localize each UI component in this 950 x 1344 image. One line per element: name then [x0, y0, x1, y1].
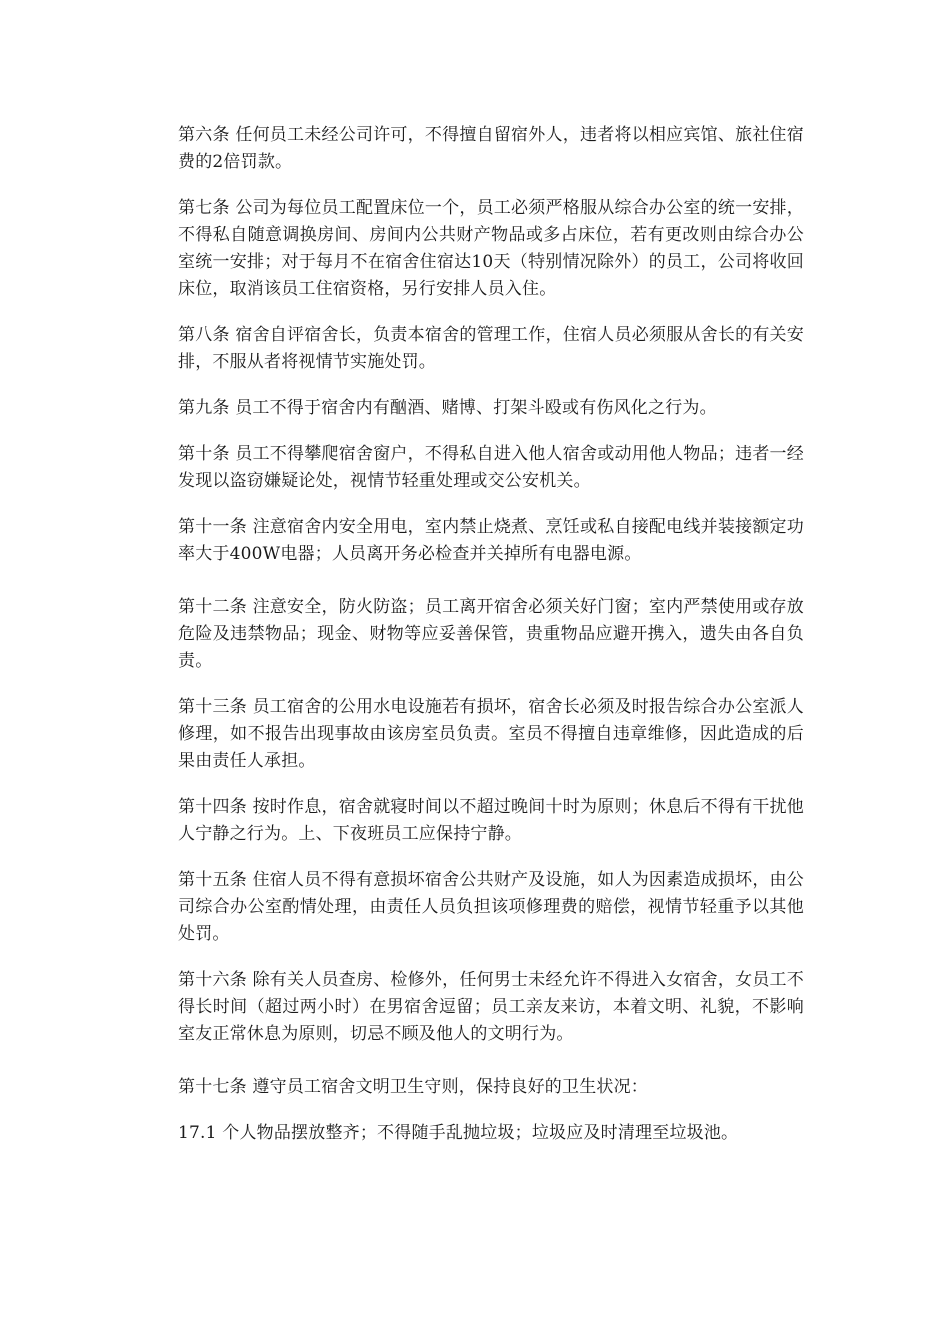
article-17: 第十七条 遵守员工宿舍文明卫生守则，保持良好的卫生状况：	[178, 1077, 649, 1097]
article-17-1: 17.1 个人物品摆放整齐；不得随手乱抛垃圾；垃圾应及时清理至垃圾池。	[178, 1123, 739, 1143]
article-9: 第九条 员工不得于宿舍内有酗酒、赌博、打架斗殴或有伤风化之行为。	[178, 398, 717, 418]
article-11: 第十一条 注意宿舍内安全用电，室内禁止烧煮、烹饪或私自接配电线并装接额定功率大于400W电器；人员离开务必检查并关掉所有电器电源。	[178, 517, 804, 564]
article-7: 第七条 公司为每位员工配置床位一个，员工必须严格服从综合办公室的统一安排，不得私自随意调换房间、房间内公共财产物品或多占床位，若有更改则由综合办公室统一安排；对于每月不在宿舍住宿达10天（特别情况除外）的员工，公司将收回床位，取消该员工住宿资格，另行安排人员入住。	[178, 198, 804, 299]
article-16: 第十六条 除有关人员查房、检修外，任何男士未经允许不得进入女宿舍，女员工不得长时间（超过两小时）在男宿舍逗留；员工亲友来访，本着文明、礼貌，不影响室友正常休息为原则，切忌不顾及他人的文明行为。	[178, 970, 804, 1044]
article-13: 第十三条 员工宿舍的公用水电设施若有损坏，宿舍长必须及时报告综合办公室派人修理，如不报告出现事故由该房室员负责。室员不得擅自违章维修，因此造成的后果由责任人承担。	[178, 697, 804, 771]
article-10: 第十条 员工不得攀爬宿舍窗户，不得私自进入他人宿舍或动用他人物品；违者一经发现以盗窃嫌疑论处，视情节轻重处理或交公安机关。	[178, 444, 804, 491]
article-14: 第十四条 按时作息，宿舍就寝时间以不超过晚间十时为原则；休息后不得有干扰他人宁静之行为。上、下夜班员工应保持宁静。	[178, 797, 804, 844]
article-6: 第六条 任何员工未经公司许可，不得擅自留宿外人，违者将以相应宾馆、旅社住宿费的2倍罚款。	[178, 125, 804, 172]
document-body	[178, 122, 804, 1166]
article-12: 第十二条 注意安全，防火防盗；员工离开宿舍必须关好门窗；室内严禁使用或存放危险及违禁物品；现金、财物等应妥善保管，贵重物品应避开携入，遗失由各自负责。	[178, 597, 804, 671]
article-15: 第十五条 住宿人员不得有意损坏宿舍公共财产及设施，如人为因素造成损坏，由公司综合办公室酌情处理，由责任人员负担该项修理费的赔偿，视情节轻重予以其他处罚。	[178, 870, 804, 944]
article-8: 第八条 宿舍自评宿舍长，负责本宿舍的管理工作，住宿人员必须服从舍长的有关安排，不服从者将视情节实施处罚。	[178, 325, 804, 372]
